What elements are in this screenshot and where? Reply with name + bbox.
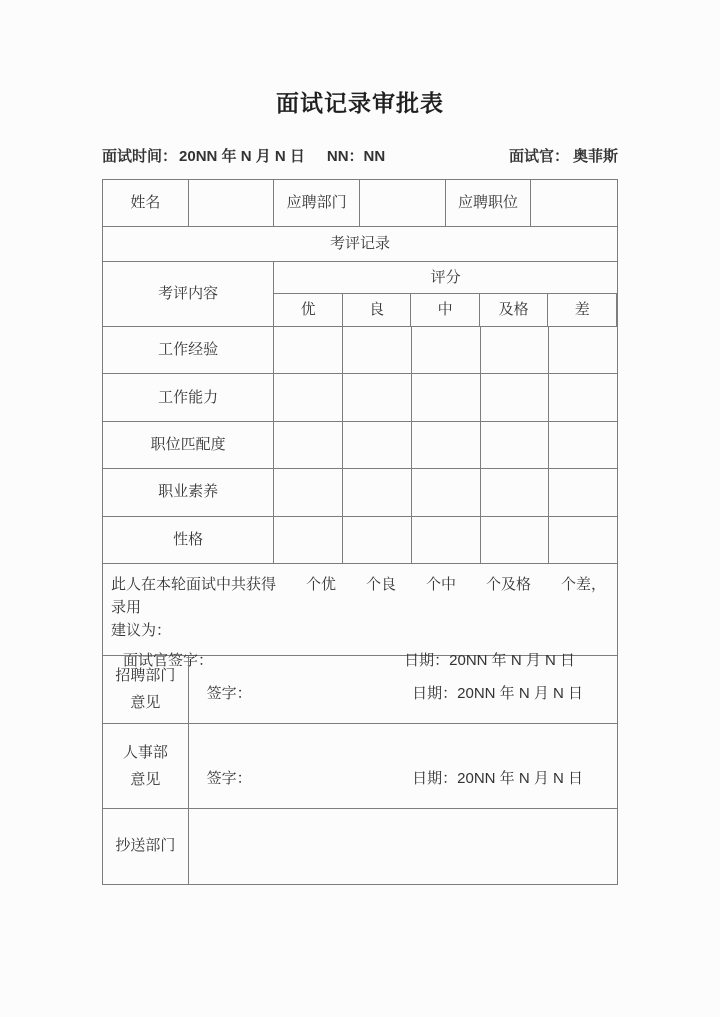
- item-row-professionalism: [103, 469, 617, 516]
- interview-time: [102, 147, 385, 167]
- score-cell: [549, 422, 617, 469]
- date-label: 日期：: [404, 651, 450, 669]
- item-label: 职业素养: [103, 469, 274, 516]
- date-label: 日期：: [412, 685, 458, 703]
- recruit-dept-title-line1: 招聘部门: [115, 667, 176, 685]
- score-cell: [481, 422, 550, 469]
- score-cell: [274, 517, 343, 564]
- summary-line2: 建议为：: [111, 621, 172, 639]
- position-value-cell: [531, 180, 617, 227]
- recruit-dept-title-line2: 意见: [130, 694, 161, 712]
- grade-header-good: 良: [343, 294, 412, 327]
- interviewer-sign-label: 面试官签字：: [123, 651, 214, 669]
- recruit-dept-opinion-row: [103, 656, 617, 724]
- item-row-work-experience: [103, 327, 617, 374]
- score-cell: [412, 469, 481, 516]
- item-label: 职位匹配度: [103, 422, 274, 469]
- summary-cell: [103, 564, 617, 669]
- score-cell: [549, 327, 617, 374]
- hr-dept-opinion-header: [103, 724, 189, 809]
- score-cell: [481, 374, 550, 421]
- summary-row: [103, 564, 617, 669]
- grade-header-pass: 及格: [480, 294, 549, 327]
- record-header-row: [103, 227, 617, 262]
- sign-date: [412, 684, 583, 704]
- score-cell: [412, 327, 481, 374]
- item-label: 工作经验: [103, 327, 274, 374]
- score-cell: [274, 327, 343, 374]
- item-label: 性格: [103, 517, 274, 564]
- score-header-group: [274, 262, 617, 327]
- score-cell: [481, 327, 550, 374]
- interviewer-label: 面试官：: [508, 148, 569, 165]
- name-label: 姓名: [103, 180, 189, 227]
- cc-dept-row: [103, 809, 617, 884]
- score-header-row: [103, 262, 617, 327]
- grade-header-poor: 差: [548, 294, 617, 327]
- record-header: 考评记录: [103, 227, 617, 262]
- basic-info-row: [103, 180, 617, 227]
- recruit-dept-sign-cell: [189, 656, 617, 724]
- meta-line: [102, 147, 618, 167]
- score-cell: [343, 469, 412, 516]
- content-header: 考评内容: [103, 262, 274, 327]
- item-label: 工作能力: [103, 374, 274, 421]
- score-cell: [343, 327, 412, 374]
- score-cell: [274, 422, 343, 469]
- date-label: 日期：: [412, 769, 458, 787]
- sign-label: 签字：: [206, 769, 252, 787]
- score-cell: [343, 374, 412, 421]
- score-cell: [412, 374, 481, 421]
- date-value: 20NN 年 N 月 N 日: [457, 769, 583, 787]
- score-cell: [549, 517, 617, 564]
- interview-clock-value: NN：NN: [326, 148, 386, 165]
- score-cell: [343, 422, 412, 469]
- item-row-position-match: [103, 422, 617, 469]
- hr-dept-title-line1: 人事部: [122, 743, 168, 761]
- grade-header-excellent: 优: [274, 294, 343, 327]
- score-cell: [412, 422, 481, 469]
- score-cell: [274, 469, 343, 516]
- grade-header-average: 中: [411, 294, 480, 327]
- date-value: 20NN 年 N 月 N 日: [449, 651, 575, 669]
- cc-dept-label: 抄送部门: [103, 809, 189, 884]
- department-label: 应聘部门: [274, 180, 360, 227]
- page-title: 面试记录审批表: [276, 90, 444, 116]
- sign-date: [412, 769, 583, 789]
- interviewer-name: 奥菲斯: [572, 148, 618, 165]
- score-cell: [481, 517, 550, 564]
- sign-label: 签字：: [206, 685, 252, 703]
- score-cell: [412, 517, 481, 564]
- score-cell: [274, 374, 343, 421]
- cc-dept-value-cell: [189, 809, 617, 884]
- interview-date-value: 20NN 年 N 月 N 日: [179, 148, 305, 165]
- score-cell: [549, 469, 617, 516]
- grade-header-row: [274, 294, 617, 327]
- interview-time-label: 面试时间：: [102, 148, 178, 165]
- recruit-dept-opinion-header: [103, 656, 189, 724]
- approval-form-table: [102, 179, 618, 885]
- hr-dept-title-line2: 意见: [130, 770, 161, 788]
- position-label: 应聘职位: [446, 180, 532, 227]
- date-value: 20NN 年 N 月 N 日: [457, 685, 583, 703]
- score-header: 评分: [274, 262, 617, 294]
- interviewer: [509, 147, 618, 167]
- item-row-work-ability: [103, 374, 617, 421]
- hr-dept-opinion-row: [103, 724, 617, 809]
- hr-dept-sign-cell: [189, 724, 617, 809]
- score-cell: [343, 517, 412, 564]
- name-value-cell: [189, 180, 275, 227]
- department-value-cell: [360, 180, 446, 227]
- score-cell: [481, 469, 550, 516]
- item-row-personality: [103, 517, 617, 564]
- score-cell: [549, 374, 617, 421]
- summary-line1: 此人在本轮面试中共获得 个优 个良 个中 个及格 个差，录用: [111, 575, 607, 616]
